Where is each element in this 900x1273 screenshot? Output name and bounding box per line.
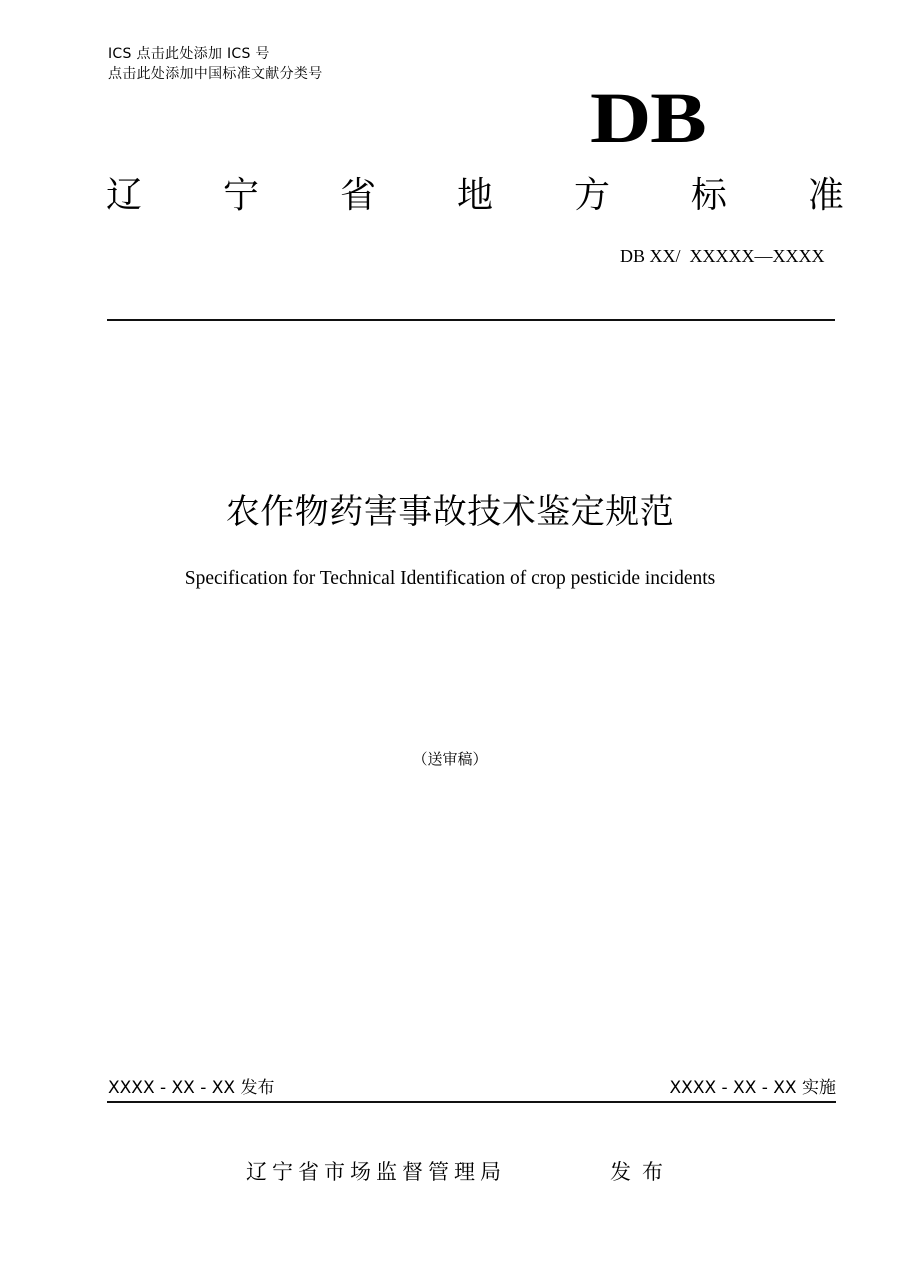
implementation-date: XXXX - XX - XX 实施 (669, 1078, 836, 1098)
standard-type-char: 地 (456, 175, 493, 216)
standard-type-heading (106, 172, 844, 220)
top-divider (107, 319, 835, 321)
db-logo: DB (590, 78, 706, 158)
document-title-chinese: 农作物药害事故技术鉴定规范 (225, 492, 675, 532)
standard-type-char: 省 (339, 175, 376, 216)
ccs-number-field[interactable]: 点击此处添加中国标准文献分类号 (108, 66, 323, 82)
standard-type-char: 标 (690, 175, 727, 216)
standard-type-char: 辽 (106, 175, 143, 216)
draft-status: （送审稿） (412, 750, 488, 768)
issue-date: XXXX - XX - XX 发布 (108, 1078, 275, 1098)
document-title-english: Specification for Technical Identification of crop pesticide incidents (184, 568, 716, 589)
standard-type-char: 方 (573, 175, 610, 216)
issued-label: 发布 (610, 1160, 674, 1184)
standard-type-char: 宁 (222, 175, 259, 216)
classification-header (108, 44, 323, 84)
bottom-divider (107, 1101, 836, 1103)
standard-type-char: 准 (807, 175, 844, 216)
issuing-authority: 辽宁省市场监督管理局 (246, 1160, 506, 1184)
ics-number-field[interactable]: ICS 点击此处添加 ICS 号 (108, 46, 270, 62)
standard-number: DB XX/ XXXXX—XXXX (620, 246, 825, 266)
